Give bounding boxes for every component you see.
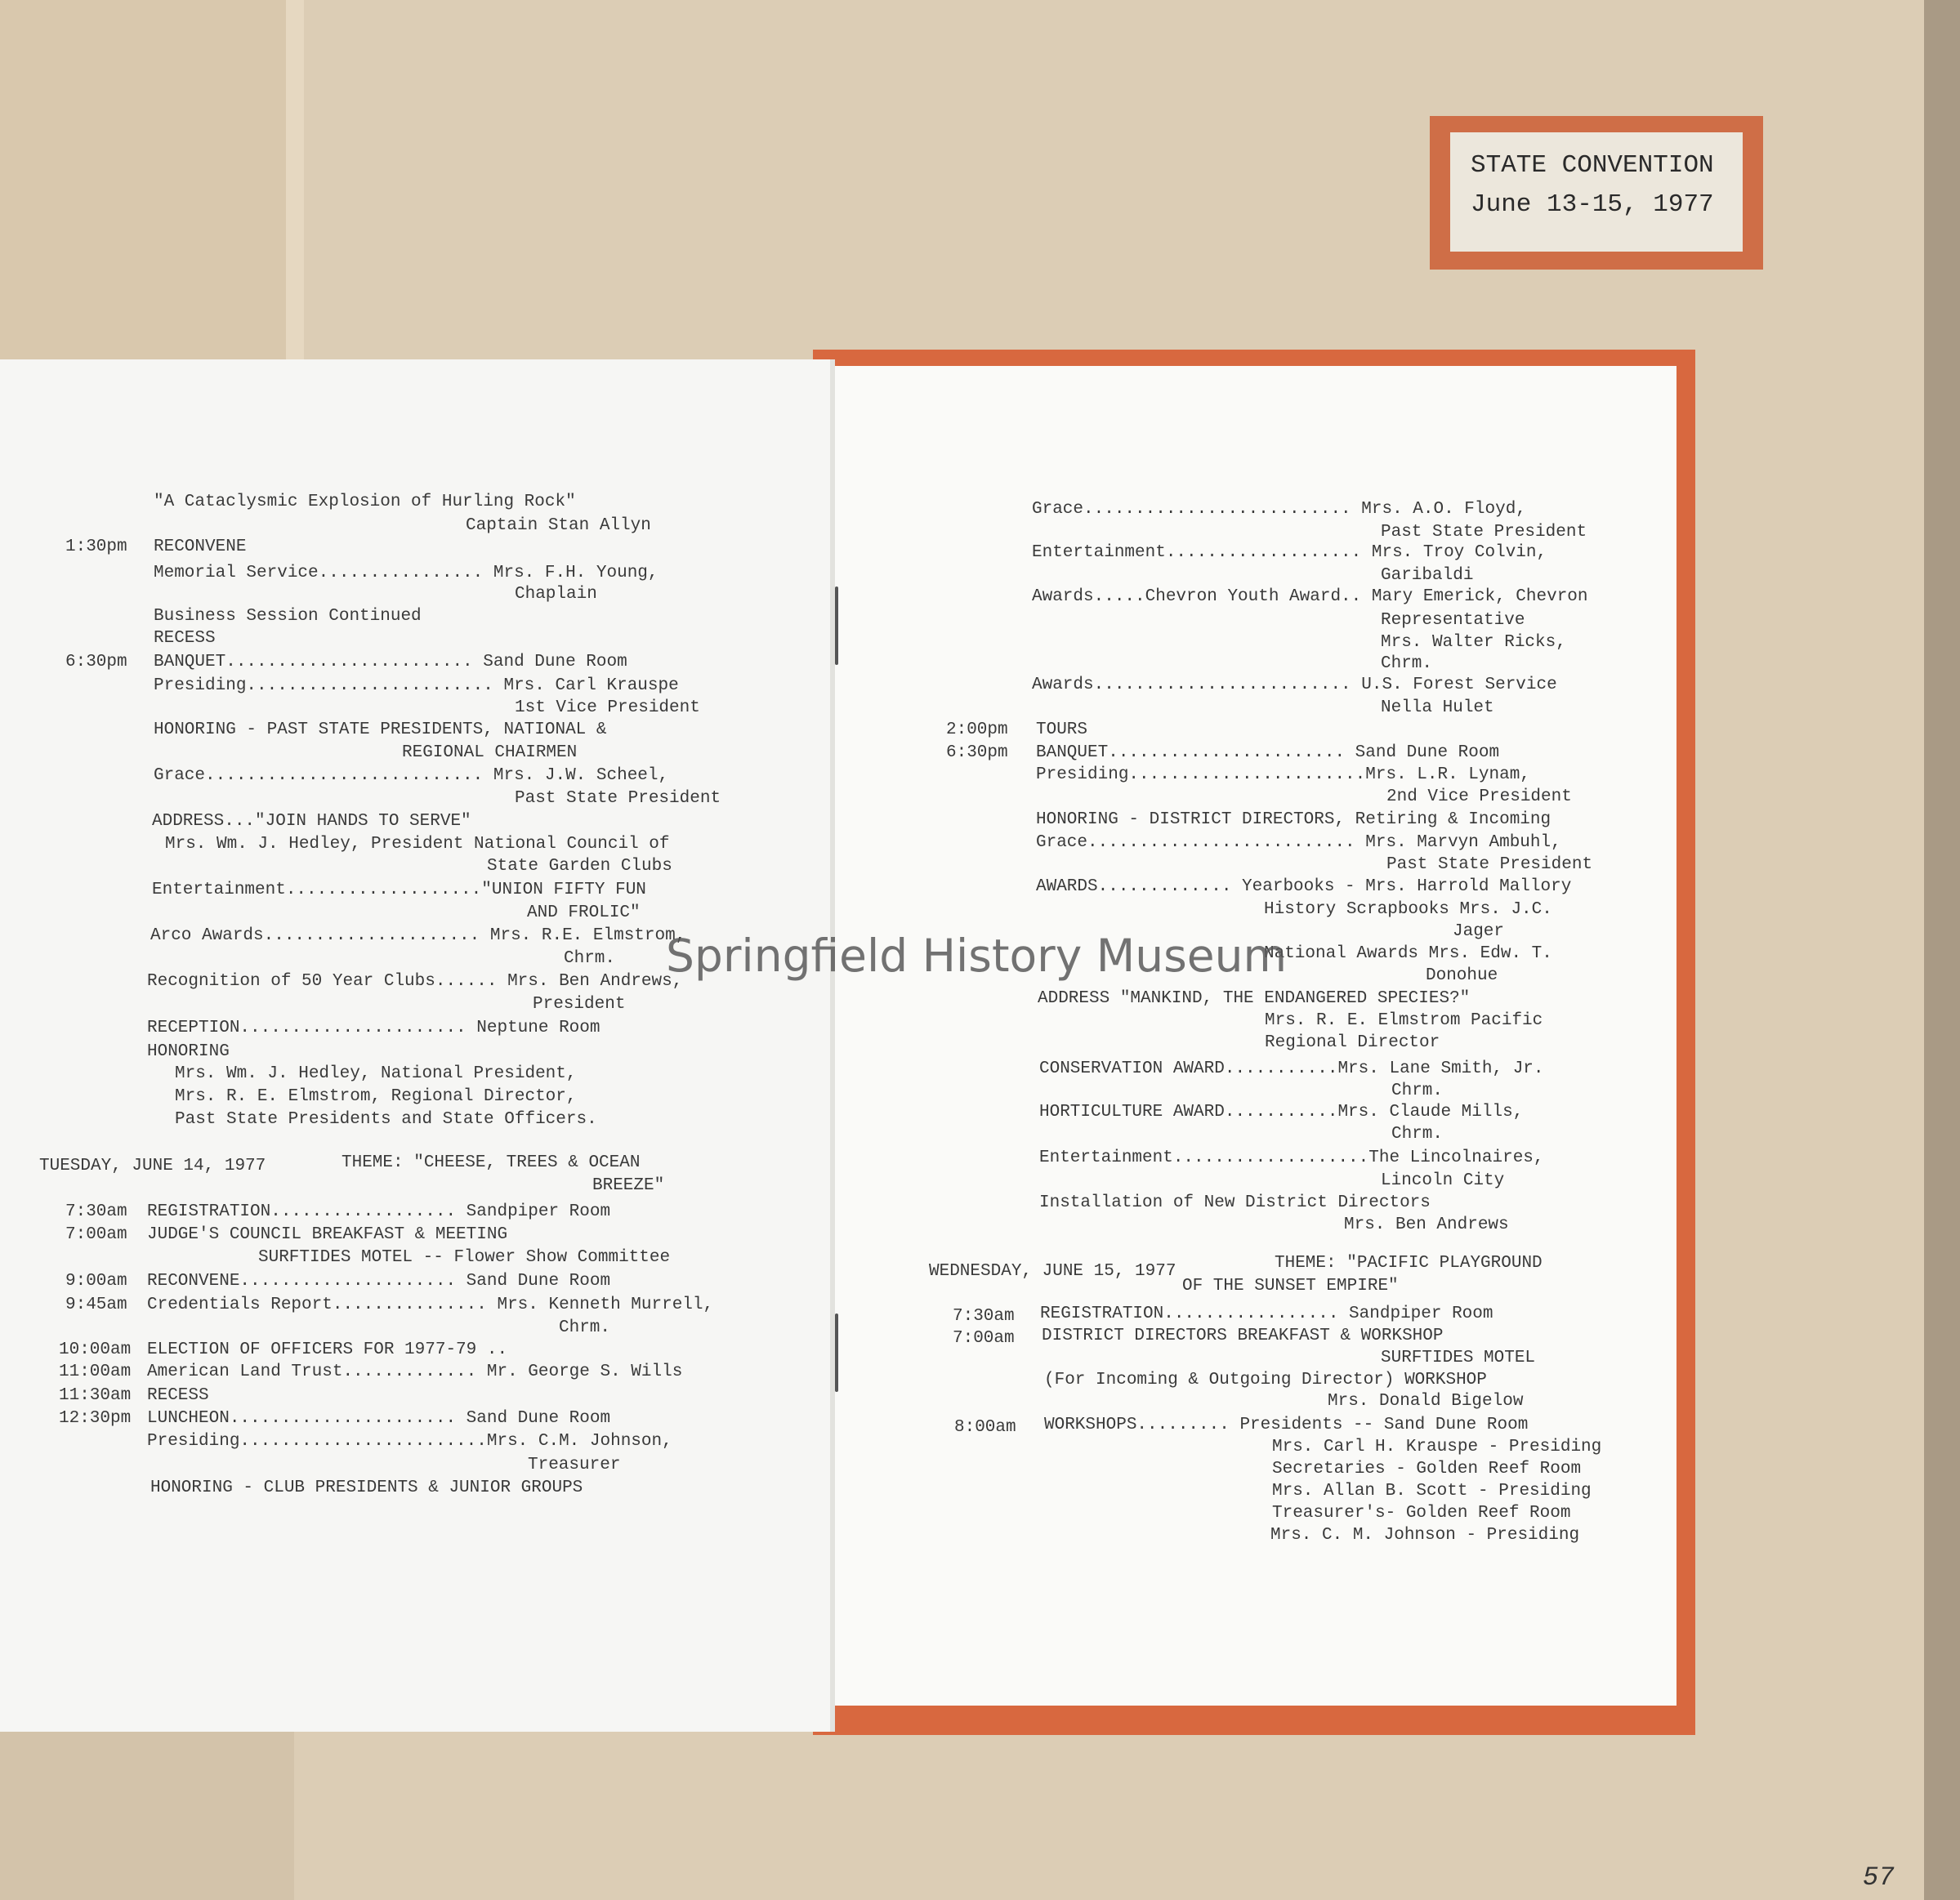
- program-line: "A Cataclysmic Explosion of Hurling Rock": [154, 493, 576, 511]
- program-line: SURFTIDES MOTEL: [1381, 1349, 1536, 1367]
- program-line: Mrs. R. E. Elmstrom Pacific: [1265, 1011, 1543, 1030]
- program-line: REGIONAL CHAIRMEN: [402, 743, 578, 762]
- program-line: Presiding........................Mrs. C.M. Johnson,: [147, 1432, 672, 1451]
- program-time: 12:30pm: [59, 1409, 132, 1428]
- program-line: LUNCHEON...................... Sand Dune Room: [147, 1409, 611, 1428]
- program-line: JUDGE'S COUNCIL BREAKFAST & MEETING: [147, 1225, 508, 1244]
- program-time: 6:30pm: [65, 653, 127, 671]
- museum-watermark: Springfield History Museum: [666, 930, 1288, 982]
- program-line: Treasurer: [528, 1456, 621, 1474]
- program-line: Mrs. Ben Andrews: [1344, 1215, 1509, 1234]
- scrapbook-page-number: 57: [1863, 1862, 1895, 1893]
- program-line: HONORING: [147, 1042, 230, 1061]
- program-line: RECESS: [147, 1386, 209, 1405]
- program-line: Chaplain: [515, 585, 597, 604]
- program-line: 2nd Vice President: [1386, 787, 1572, 806]
- program-line: Chrm.: [1391, 1125, 1444, 1144]
- program-line: Past State President: [1381, 523, 1587, 542]
- program-line: American Land Trust............. Mr. George S. Wills: [147, 1363, 683, 1381]
- scrapbook-edge: [1924, 0, 1960, 1900]
- program-line: HORTICULTURE AWARD...........Mrs. Claude Mills,: [1039, 1103, 1524, 1122]
- program-line: RECESS: [154, 629, 216, 648]
- program-line: RECONVENE: [154, 537, 247, 556]
- program-line: History Scrapbooks Mrs. J.C.: [1264, 900, 1552, 919]
- program-time: 10:00am: [59, 1340, 132, 1359]
- day-theme: OF THE SUNSET EMPIRE": [1182, 1277, 1399, 1296]
- program-line: State Garden Clubs: [487, 857, 672, 876]
- day-theme: THEME: "PACIFIC PLAYGROUND: [1275, 1254, 1543, 1273]
- program-line: Grace.......................... Mrs. A.O. Floyd,: [1032, 500, 1526, 519]
- program-line: Chrm.: [1391, 1082, 1444, 1100]
- program-line: Mrs. Allan B. Scott - Presiding: [1272, 1482, 1592, 1501]
- program-line: SURFTIDES MOTEL -- Flower Show Committee: [258, 1248, 671, 1267]
- program-line: National Awards Mrs. Edw. T.: [1264, 944, 1552, 963]
- program-line: Presiding........................ Mrs. Carl Krauspe: [154, 676, 679, 695]
- program-line: BANQUET....................... Sand Dune Room: [1036, 743, 1500, 762]
- program-line: REGISTRATION.................. Sandpiper Room: [147, 1202, 611, 1221]
- program-line: Donohue: [1426, 966, 1498, 985]
- program-time: 8:00am: [954, 1418, 1016, 1437]
- program-line: RECONVENE..................... Sand Dune Room: [147, 1272, 611, 1291]
- program-fold: [830, 359, 835, 1732]
- program-line: Garibaldi: [1381, 566, 1474, 585]
- program-line: Credentials Report............... Mrs. Kenneth Murrell,: [147, 1296, 714, 1314]
- program-line: CONSERVATION AWARD...........Mrs. Lane Smith, Jr.: [1039, 1059, 1544, 1078]
- day-theme: BREEZE": [592, 1176, 665, 1195]
- program-line: AND FROLIC": [527, 903, 641, 922]
- scrapbook-gutter: [286, 0, 304, 376]
- program-line: HONORING - PAST STATE PRESIDENTS, NATIONAL &: [154, 720, 607, 739]
- program-line: REGISTRATION................. Sandpiper Room: [1040, 1305, 1493, 1323]
- program-line: Treasurer's- Golden Reef Room: [1272, 1504, 1571, 1523]
- program-line: Presiding.......................Mrs. L.R. Lynam,: [1036, 765, 1530, 784]
- program-line: TOURS: [1036, 720, 1088, 739]
- program-line: BANQUET........................ Sand Dune Room: [154, 653, 627, 671]
- program-line: Regional Director: [1265, 1033, 1440, 1052]
- program-line: Past State Presidents and State Officers.: [175, 1110, 597, 1129]
- program-line: Entertainment..................."UNION FIFTY FUN: [152, 881, 646, 899]
- program-time: 7:30am: [65, 1202, 127, 1221]
- program-line: RECEPTION...................... Neptune Room: [147, 1019, 601, 1037]
- program-line: ADDRESS..."JOIN HANDS TO SERVE": [152, 812, 471, 831]
- program-line: Mrs. Carl H. Krauspe - Presiding: [1272, 1438, 1602, 1456]
- program-line: Awards......................... U.S. Forest Service: [1032, 676, 1557, 694]
- program-time: 7:00am: [65, 1225, 127, 1244]
- program-time: 11:30am: [59, 1386, 132, 1405]
- program-line: Chrm.: [1381, 654, 1433, 673]
- program-line: Secretaries - Golden Reef Room: [1272, 1460, 1582, 1479]
- label-dates: June 13-15, 1977: [1471, 190, 1714, 219]
- program-line: Mrs. R. E. Elmstrom, Regional Director,: [175, 1087, 577, 1106]
- program-line: Past State President: [1386, 855, 1593, 874]
- program-line: Mrs. Walter Ricks,: [1381, 633, 1566, 652]
- program-line: Mrs. Wm. J. Hedley, National President,: [175, 1064, 577, 1083]
- program-line: Mrs. Wm. J. Hedley, President National Council of: [165, 835, 670, 854]
- program-line: Chrm.: [564, 949, 616, 968]
- program-line: Arco Awards..................... Mrs. R.E. Elmstrom,: [150, 926, 686, 945]
- program-line: HONORING - CLUB PRESIDENTS & JUNIOR GROUPS: [150, 1479, 583, 1497]
- program-line: Installation of New District Directors: [1039, 1193, 1431, 1212]
- day-heading: WEDNESDAY, JUNE 15, 1977: [929, 1262, 1176, 1281]
- program-line: Jager: [1453, 922, 1505, 941]
- program-line: ADDRESS "MANKIND, THE ENDANGERED SPECIES?": [1038, 989, 1471, 1008]
- program-line: Grace.......................... Mrs. Marvyn Ambuhl,: [1036, 833, 1561, 852]
- program-time: 7:30am: [953, 1307, 1015, 1326]
- program-line: Business Session Continued: [154, 607, 422, 626]
- program-line: ELECTION OF OFFICERS FOR 1977-79 ..: [147, 1340, 508, 1359]
- program-line: WORKSHOPS......... Presidents -- Sand Dune Room: [1044, 1416, 1529, 1434]
- program-line: Chrm.: [559, 1318, 611, 1337]
- program-line: Mrs. Donald Bigelow: [1328, 1392, 1524, 1411]
- staple-top: [835, 587, 838, 665]
- program-line: 1st Vice President: [515, 698, 700, 717]
- day-theme: THEME: "CHEESE, TREES & OCEAN: [342, 1153, 641, 1172]
- program-line: Mrs. C. M. Johnson - Presiding: [1270, 1526, 1580, 1545]
- day-heading: TUESDAY, JUNE 14, 1977: [39, 1157, 266, 1175]
- program-line: Recognition of 50 Year Clubs...... Mrs. Ben Andrews,: [147, 972, 683, 991]
- program-time: 11:00am: [59, 1363, 132, 1381]
- staple-bottom: [835, 1313, 838, 1392]
- program-time: 2:00pm: [946, 720, 1008, 739]
- program-line: Entertainment................... Mrs. Troy Colvin,: [1032, 543, 1547, 562]
- program-line: Lincoln City: [1381, 1171, 1505, 1190]
- program-line: (For Incoming & Outgoing Director) WORKSHOP: [1044, 1371, 1487, 1389]
- program-time: 7:00am: [953, 1329, 1015, 1348]
- program-line: HONORING - DISTRICT DIRECTORS, Retiring & Incoming: [1036, 810, 1551, 829]
- program-line: Captain Stan Allyn: [466, 516, 651, 535]
- scrapbook-lower-left: [0, 1732, 294, 1900]
- program-time: 6:30pm: [946, 743, 1008, 762]
- program-time: 1:30pm: [65, 537, 127, 556]
- program-line: AWARDS............. Yearbooks - Mrs. Harrold Mallory: [1036, 877, 1572, 896]
- program-time: 9:45am: [65, 1296, 127, 1314]
- program-line: Nella Hulet: [1381, 698, 1494, 717]
- program-line: DISTRICT DIRECTORS BREAKFAST & WORKSHOP: [1042, 1327, 1444, 1345]
- program-line: Grace........................... Mrs. J.W. Scheel,: [154, 766, 669, 785]
- program-line: Past State President: [515, 789, 721, 808]
- program-line: Awards.....Chevron Youth Award.. Mary Emerick, Chevron: [1032, 587, 1588, 606]
- program-line: Memorial Service................ Mrs. F.H. Young,: [154, 564, 659, 582]
- scrapbook-left-page: [0, 0, 290, 368]
- program-line: Representative: [1381, 611, 1525, 630]
- program-time: 9:00am: [65, 1272, 127, 1291]
- program-line: President: [533, 995, 626, 1014]
- label-title: STATE CONVENTION: [1471, 151, 1714, 180]
- program-line: Entertainment...................The Lincolnaires,: [1039, 1148, 1544, 1167]
